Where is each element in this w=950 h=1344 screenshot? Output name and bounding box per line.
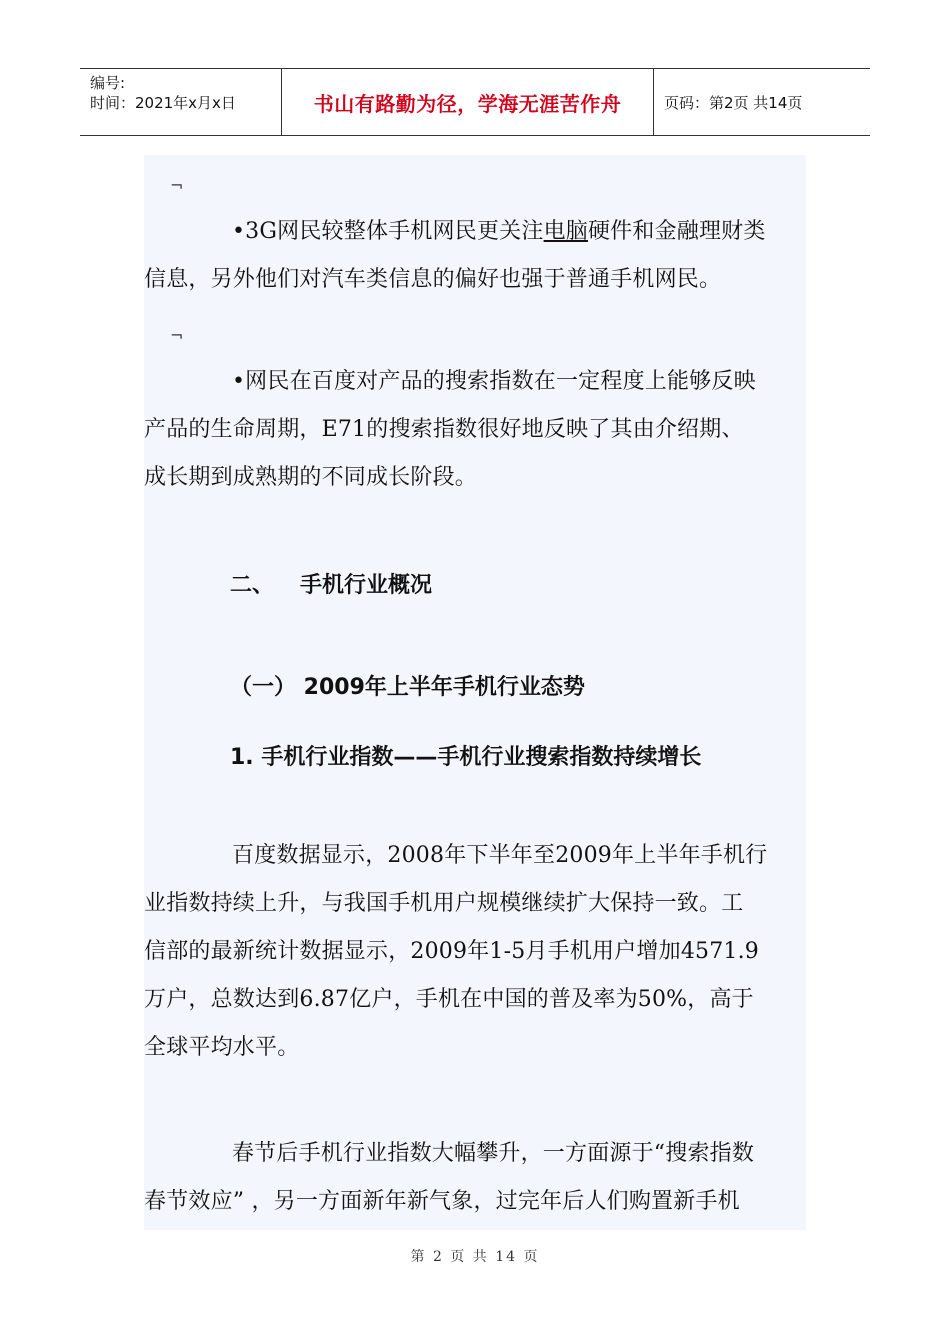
header-motto: 书山有路勤为径，学海无涯苦作舟	[282, 69, 654, 135]
document-header	[80, 68, 870, 136]
time-label: 时间：2021年x月x日	[90, 94, 236, 112]
paragraph-baidu-data: 百度数据显示，2008年下半年至2009年上半年手机行 业指数持续上升，与我国手机用户规模继续扩大保持一致。工 信部的最新统计数据显示，2009年1-5月手机用户增加4571.9 万户，总数达到6.87亿户，手机在中国的普及率为50%，高于 全球平均水平。	[144, 843, 768, 1060]
code-label: 编号:	[90, 74, 126, 92]
page-footer: 第 2 页 共 14 页	[410, 1249, 540, 1265]
item-heading: 1. 手机行业指数——手机行业搜索指数持续增长	[230, 745, 702, 770]
subsection-title: （一） 2009年上半年手机行业态势	[230, 675, 585, 700]
paragraph-spring-festival: 春节后手机行业指数大幅攀升，一方面源于“搜索指数 春节效应” ，另一方面新年新气象，过完年后人们购置新手机	[144, 1141, 755, 1214]
section-number: 二、	[230, 573, 275, 598]
paragraph-search-index: •网民在百度对产品的搜索指数在一定程度上能够反映 产品的生命周期，E71的搜索指数很好地反映了其由介绍期、 成长期到成熟期的不同成长阶段。	[144, 369, 756, 490]
paragraph-mark: ¬	[170, 176, 184, 195]
header-page-info: 页码：第2页 共14页	[664, 93, 803, 112]
header-meta	[80, 69, 282, 135]
underlined-term: 电脑	[543, 219, 588, 244]
paragraph-mark: ¬	[170, 326, 184, 345]
paragraph-3g-users: •3G网民较整体手机网民更关注电脑硬件和金融理财类 信息，另外他们对汽车类信息的偏好也强于普通手机网民。	[144, 219, 766, 292]
section-title: 手机行业概况	[300, 573, 433, 598]
